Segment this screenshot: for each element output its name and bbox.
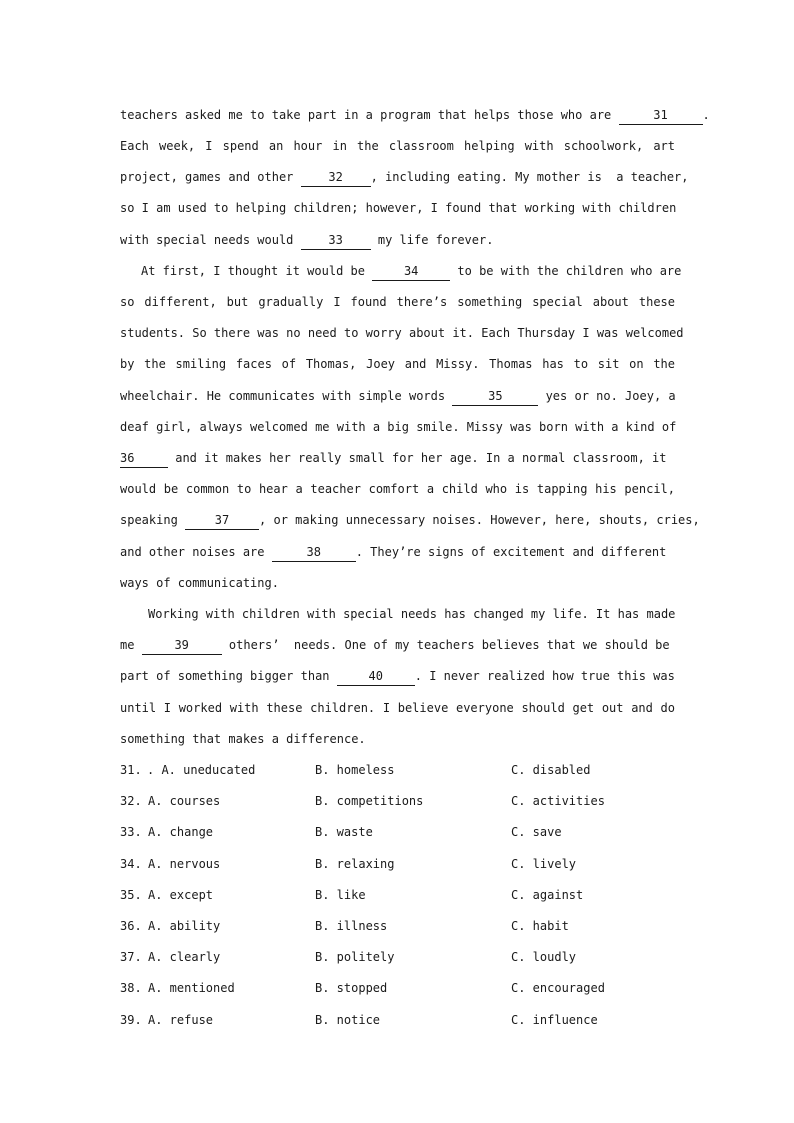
passage-line: teachers asked me to take part in a program that helps those who are 31 . <box>120 105 692 125</box>
blank-40: 40 <box>337 668 415 686</box>
blank-39: 39 <box>142 637 222 655</box>
blank-36: 36 <box>120 450 168 468</box>
blank-33: 33 <box>301 232 371 250</box>
passage-line: me 39 others’ needs. One of my teachers believes that we should be <box>120 635 675 655</box>
option-row: 35. A. except B. like C. against <box>120 888 584 902</box>
passage-line: part of something bigger than 40 . I never realized how true this was <box>120 666 675 686</box>
blank-34: 34 <box>372 263 450 281</box>
blank-37: 37 <box>185 512 259 530</box>
passage-line: so I am used to helping children; however, I found that working with children <box>120 201 677 215</box>
passage-line: deaf girl, always welcomed me with a big smile. Missy was born with a kind of <box>120 420 677 434</box>
passage-line: wheelchair. He communicates with simple words 35 yes or no. Joey, a <box>120 386 675 406</box>
passage-line: and other noises are 38 . They’re signs of excitement and different <box>120 542 675 562</box>
option-row: 32. A. courses B. competitions C. activities <box>120 794 605 808</box>
passage-line: students. So there was no need to worry about it. Each Thursday I was welcomed <box>120 326 684 340</box>
blank-32: 32 <box>301 169 371 187</box>
blank-31: 31 <box>619 107 703 125</box>
option-row: 39. A. refuse B. notice C. influence <box>120 1013 598 1027</box>
passage-line: with special needs would 33 my life forever. <box>120 230 675 250</box>
passage-line: so different, but gradually I found there’s something special about these <box>120 295 675 309</box>
passage-line: Each week, I spend an hour in the classroom helping with schoolwork, art <box>120 139 675 153</box>
option-row: 38. A. mentioned B. stopped C. encouraged <box>120 981 605 995</box>
passage-line: At first, I thought it would be 34 to be with the children who are <box>141 261 675 281</box>
option-row: 33. A. change B. waste C. save <box>120 825 562 839</box>
option-row: 34. A. nervous B. relaxing C. lively <box>120 857 577 871</box>
passage-line: by the smiling faces of Thomas, Joey and Missy. Thomas has to sit on the <box>120 357 675 371</box>
passage-line: ways of communicating. <box>120 576 279 590</box>
passage-line: 36 and it makes her really small for her age. In a normal classroom, it <box>120 448 675 468</box>
passage-line: would be common to hear a teacher comfort a child who is tapping his pencil, <box>120 482 675 496</box>
passage-line: speaking 37 , or making unnecessary noises. However, here, shouts, cries, <box>120 510 675 530</box>
blank-38: 38 <box>272 544 356 562</box>
passage-line: something that makes a difference. <box>120 732 366 746</box>
passage-line: Working with children with special needs has changed my life. It has made <box>148 607 676 621</box>
blank-35: 35 <box>452 388 538 406</box>
option-row: 31. . A. uneducated B. homeless C. disabled <box>120 763 591 777</box>
option-row: 37. A. clearly B. politely C. loudly <box>120 950 577 964</box>
option-row: 36. A. ability B. illness C. habit <box>120 919 569 933</box>
passage-line: project, games and other 32 , including eating. My mother is a teacher, <box>120 167 675 187</box>
passage-line: until I worked with these children. I believe everyone should get out and do <box>120 701 675 715</box>
